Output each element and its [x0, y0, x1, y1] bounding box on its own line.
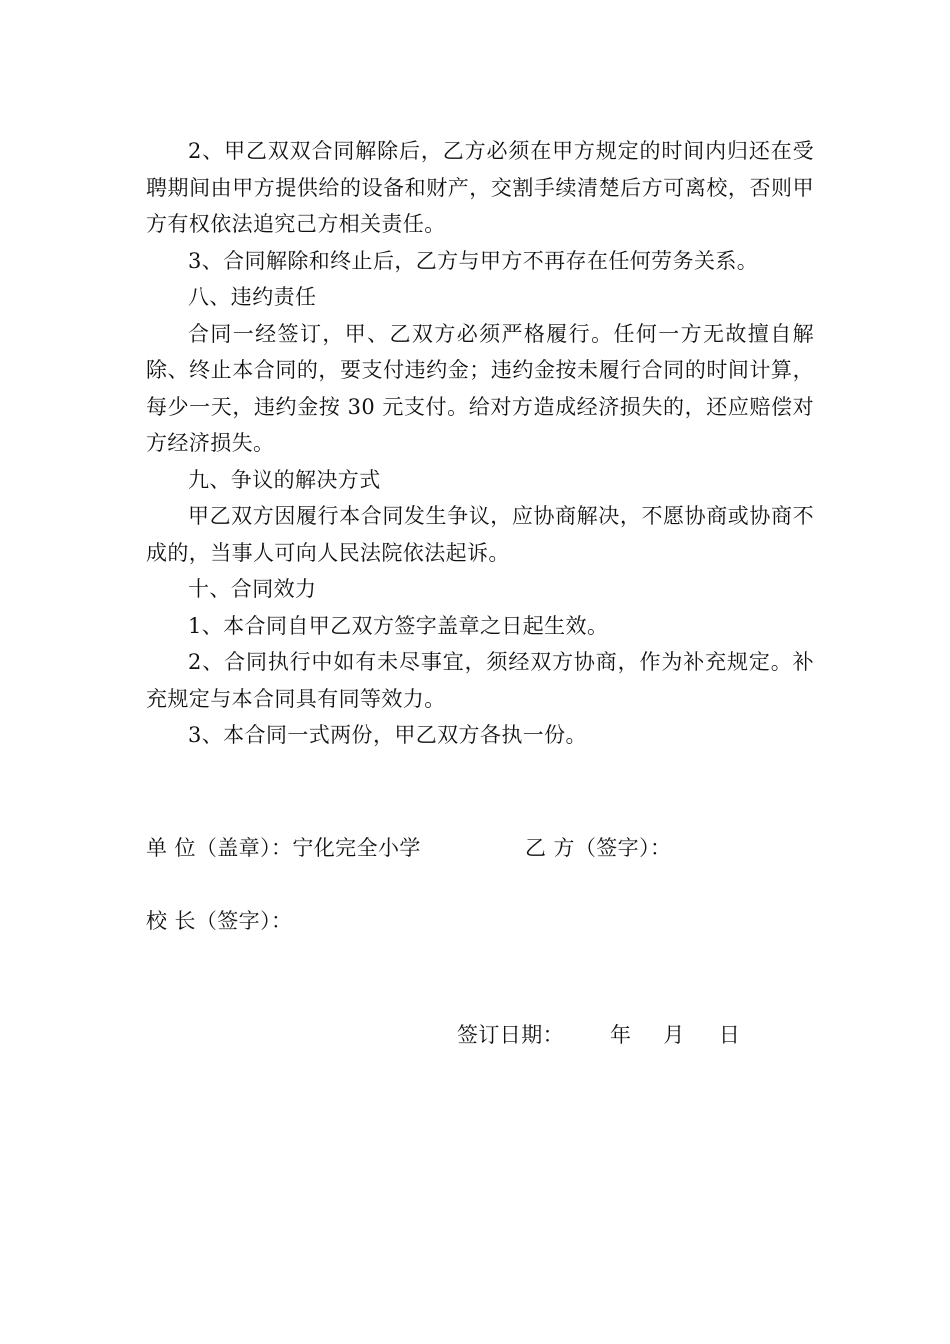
signing-date-day: 日 [718, 1023, 741, 1047]
section-heading-dispute: 九、争议的解决方式 [188, 467, 381, 492]
signing-date-month: 月 [663, 1023, 685, 1047]
signing-date-year: 年 [610, 1023, 632, 1047]
clause-copies: 3、本合同一式两份，甲乙双方各执一份。 [188, 723, 587, 747]
clause-end-relationship: 3、合同解除和终止后，乙方与甲方不再存在任何劳务关系。 [188, 248, 759, 273]
signature-principal: 校 长（签字）： [146, 909, 293, 933]
clause-effective-date: 1、本合同自甲乙双方签字盖章之日起生效。 [188, 613, 609, 638]
section-heading-validity: 十、合同效力 [188, 577, 317, 601]
signature-unit: 单 位（盖章）：宁化完全小学 [146, 836, 421, 860]
section-heading-breach: 八、违约责任 [188, 285, 317, 309]
clause-supplementary: 2、合同执行中如有未尽事宜，须经双方协商，作为补充规定。补充规定与本合同具有同等效力。 [146, 650, 814, 711]
signing-date [457, 1020, 740, 1050]
signature-party-b: 乙 方（签字）： [525, 836, 672, 860]
clause-breach-penalty: 合同一经签订，甲、乙双方必须严格履行。任何一方无故擅自解除、终止本合同的，要支付违约金；违约金按未履行合同的时间计算，每少一天，违约金按 30 元支付。给对方造成经济损失的，还应赔偿对方经济损失。 [146, 321, 814, 455]
signing-date-label: 签订日期： [457, 1023, 564, 1047]
clause-return-property: 2、甲乙双双合同解除后，乙方必须在甲方规定的时间内归还在受聘期间由甲方提供给的设备和财产，交割手续清楚后方可离校，否则甲方有权依法追究己方相关责任。 [146, 139, 814, 236]
clause-dispute-resolution: 甲乙双方因履行本合同发生争议，应协商解决，不愿协商或协商不成的，当事人可向人民法院依法起诉。 [146, 504, 814, 565]
contract-body [146, 133, 814, 754]
